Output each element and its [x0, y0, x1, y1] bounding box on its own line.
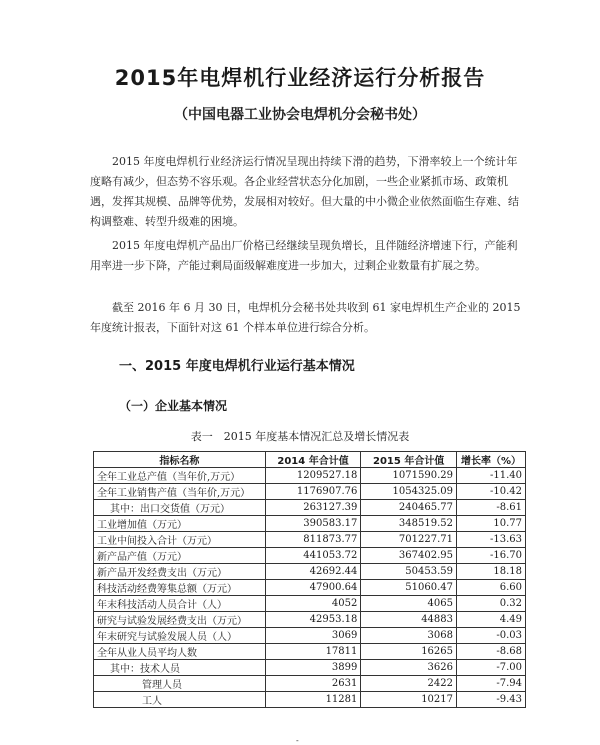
row-2015: 348519.52 — [361, 516, 457, 532]
row-name: 年末科技活动人员合计（人） — [94, 596, 266, 612]
row-name: 年末研究与试验发展人员（人） — [94, 628, 266, 644]
table-row — [94, 516, 526, 532]
row-name: 科技活动经费筹集总额（万元） — [94, 580, 266, 596]
row-2015: 701227.71 — [361, 532, 457, 548]
table-header-row — [94, 452, 526, 468]
row-2015: 1071590.29 — [361, 468, 457, 484]
row-2014: 2631 — [265, 676, 361, 692]
row-name: 管理人员 — [94, 676, 266, 692]
row-name: 全年工业总产值（当年价,万元） — [94, 468, 266, 484]
row-growth: -9.43 — [457, 692, 526, 708]
table-row — [94, 596, 526, 612]
page-mark: - — [296, 736, 299, 745]
row-name: 工业中间投入合计（万元） — [94, 532, 266, 548]
report-title: 2015年电焊机行业经济运行分析报告 — [114, 66, 486, 90]
table-row — [94, 692, 526, 708]
table-row — [94, 660, 526, 676]
row-name: 工业增加值（万元） — [94, 516, 266, 532]
row-2015: 2422 — [361, 676, 457, 692]
row-growth: 18.18 — [457, 564, 526, 580]
row-2015: 367402.95 — [361, 548, 457, 564]
row-growth: -0.03 — [457, 628, 526, 644]
row-2014: 42953.18 — [265, 612, 361, 628]
row-2014: 11281 — [265, 692, 361, 708]
row-name: 新产品产值（万元） — [94, 548, 266, 564]
table-row — [94, 676, 526, 692]
table-caption: 表一 2015 年度基本情况汇总及增长情况表 — [190, 430, 410, 443]
row-name: 工人 — [94, 692, 266, 708]
report-subtitle: （中国电器工业协会电焊机分会秘书处） — [174, 107, 426, 123]
table-row — [94, 612, 526, 628]
row-2014: 441053.72 — [265, 548, 361, 564]
row-growth: -7.00 — [457, 660, 526, 676]
row-name: 全年从业人员平均人数 — [94, 644, 266, 660]
header-2014: 2014 年合计值 — [265, 452, 361, 468]
table-row — [94, 564, 526, 580]
row-2015: 3626 — [361, 660, 457, 676]
row-growth: 10.77 — [457, 516, 526, 532]
row-2015: 4065 — [361, 596, 457, 612]
paragraph-3: 截至 2016 年 6 月 30 日，电焊机分会秘书处共收到 61 家电焊机生产企业的 2015 年度统计报表，下面针对这 61 个样本单位进行综合分析。 — [90, 301, 521, 334]
row-growth: -8.61 — [457, 500, 526, 516]
row-growth: -13.63 — [457, 532, 526, 548]
row-2014: 42692.44 — [265, 564, 361, 580]
table-row — [94, 548, 526, 564]
row-2014: 47900.64 — [265, 580, 361, 596]
basic-stats-table — [93, 451, 526, 708]
row-2015: 16265 — [361, 644, 457, 660]
table-row — [94, 644, 526, 660]
row-growth: 4.49 — [457, 612, 526, 628]
paragraph-2: 2015 年度电焊机产品出厂价格已经继续呈现负增长，且伴随经济增速下行，产能利用率进一步下降，产能过剩局面级解难度进一步加大，过剩企业数量有扩展之势。 — [90, 239, 518, 272]
row-2014: 263127.39 — [265, 500, 361, 516]
row-2014: 17811 — [265, 644, 361, 660]
table-row — [94, 532, 526, 548]
row-2014: 3069 — [265, 628, 361, 644]
row-2015: 51060.47 — [361, 580, 457, 596]
section-heading-1: 一、2015 年度电焊机行业运行基本情况 — [119, 359, 355, 374]
row-2014: 390583.17 — [265, 516, 361, 532]
paragraph-1: 2015 年度电焊机行业经济运行情况呈现出持续下滑的趋势，下滑率较上一个统计年度略有减少，但态势不容乐观。各企业经营状态分化加剧，一些企业紧抓市场、政策机遇，发挥其规模、品牌等优势，发展相对较好。但大量的中小微企业依然面临生存难、结构调整难、转型升级难的困境。 — [90, 155, 519, 228]
row-growth: -11.40 — [457, 468, 526, 484]
row-name: 其中：技术人员 — [94, 660, 266, 676]
row-2014: 1209527.18 — [265, 468, 361, 484]
row-2014: 1176907.76 — [265, 484, 361, 500]
row-2014: 811873.77 — [265, 532, 361, 548]
header-indicator: 指标名称 — [94, 452, 266, 468]
table-row — [94, 628, 526, 644]
row-2015: 240465.77 — [361, 500, 457, 516]
table-row — [94, 468, 526, 484]
header-2015: 2015 年合计值 — [361, 452, 457, 468]
row-growth: -16.70 — [457, 548, 526, 564]
row-name: 其中：出口交货值（万元） — [94, 500, 266, 516]
row-growth: -7.94 — [457, 676, 526, 692]
table-row — [94, 580, 526, 596]
row-name: 研究与试验发展经费支出（万元） — [94, 612, 266, 628]
row-name: 全年工业销售产值（当年价,万元） — [94, 484, 266, 500]
table-row — [94, 500, 526, 516]
row-2014: 4052 — [265, 596, 361, 612]
row-growth: 0.32 — [457, 596, 526, 612]
row-growth: 6.60 — [457, 580, 526, 596]
row-2015: 44883 — [361, 612, 457, 628]
row-growth: -8.68 — [457, 644, 526, 660]
header-growth: 增长率（%） — [457, 452, 526, 468]
row-growth: -10.42 — [457, 484, 526, 500]
row-2014: 3899 — [265, 660, 361, 676]
row-2015: 50453.59 — [361, 564, 457, 580]
table-row — [94, 484, 526, 500]
row-2015: 3068 — [361, 628, 457, 644]
row-2015: 1054325.09 — [361, 484, 457, 500]
subsection-heading-1: （一）企业基本情况 — [119, 399, 228, 413]
row-2015: 10217 — [361, 692, 457, 708]
row-name: 新产品开发经费支出（万元） — [94, 564, 266, 580]
